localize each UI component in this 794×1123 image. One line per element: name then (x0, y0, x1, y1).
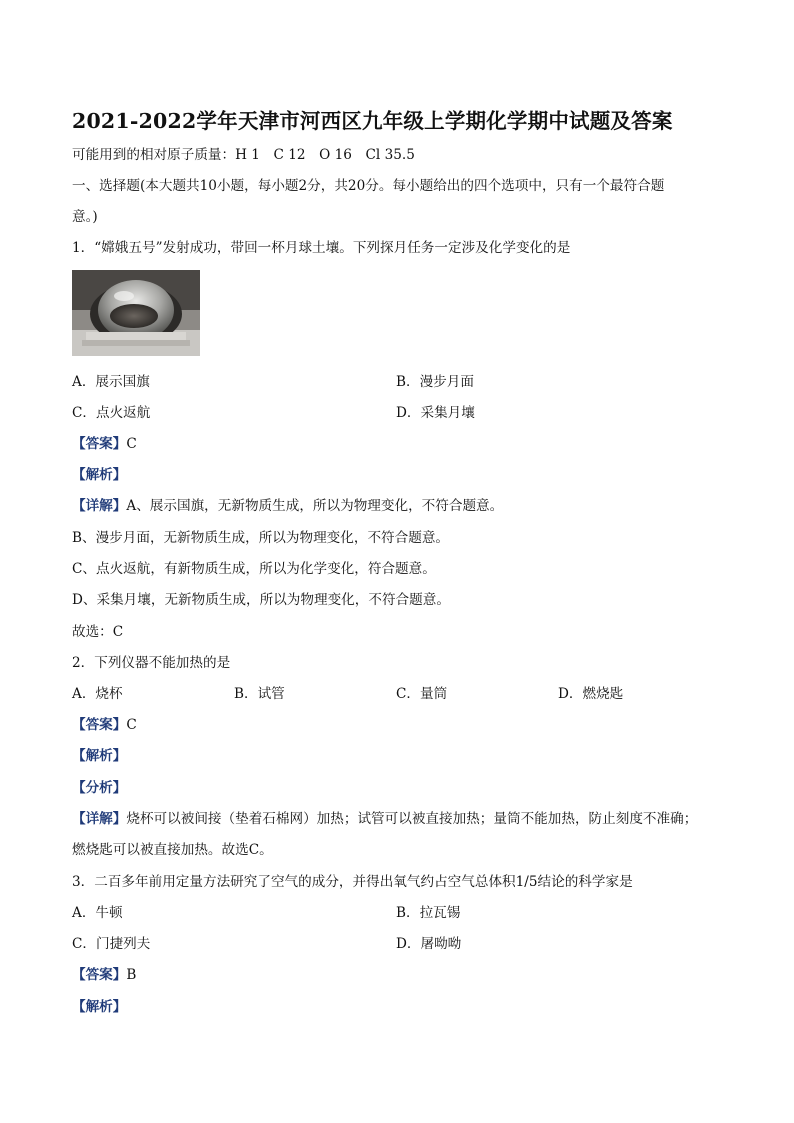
section-instructions-line2: 意。) (72, 209, 98, 225)
q3-stem: 3．二百多年前用定量方法研究了空气的成分，并得出氧气约占空气总体积1/5结论的科学家是 (72, 874, 633, 890)
q1-answer (72, 435, 137, 453)
q3-option-b: B．拉瓦锡 (396, 905, 461, 921)
answer-tag: 【答案】 (72, 717, 127, 733)
q1-answer-value: C (126, 436, 137, 452)
detail-tag: 【详解】 (72, 811, 127, 827)
q1-detail-a (72, 497, 503, 515)
q3-option-a: A．牛顿 (72, 905, 123, 921)
q3-answer-value: B (126, 967, 137, 983)
q2-option-c: C．量筒 (396, 686, 448, 702)
answer-tag: 【答案】 (72, 436, 127, 452)
q2-stem: 2．下列仪器不能加热的是 (72, 655, 231, 671)
page-title: 2021-2022学年天津市河西区九年级上学期化学期中试题及答案 (72, 109, 673, 133)
q1-option-a: A．展示国旗 (72, 374, 150, 390)
q1-stem: 1．“嫦娥五号”发射成功，带回一杯月球土壤。下列探月任务一定涉及化学变化的是 (72, 240, 571, 256)
q2-analysis (72, 747, 126, 765)
q2-answer (72, 716, 137, 734)
atomic-mass-note: 可能用到的相对原子质量：H 1 C 12 O 16 Cl 35.5 (72, 147, 415, 163)
answer-tag: 【答案】 (72, 967, 127, 983)
q2-answer-value: C (126, 717, 137, 733)
q1-detail-a-text: A、展示国旗，无新物质生成，所以为物理变化，不符合题意。 (126, 498, 504, 514)
fenxi-tag: 【分析】 (72, 780, 127, 796)
q1-option-c: C．点火返航 (72, 405, 151, 421)
q1-detail-d: D、采集月壤，无新物质生成，所以为物理变化，不符合题意。 (72, 592, 450, 608)
q3-analysis (72, 998, 126, 1016)
q1-analysis (72, 466, 126, 484)
q1-option-d: D．采集月壤 (396, 405, 475, 421)
detail-tag: 【详解】 (72, 498, 127, 514)
q2-detail-line1 (72, 810, 697, 828)
q1-detail-b: B、漫步月面，无新物质生成，所以为物理变化，不符合题意。 (72, 530, 450, 546)
q2-fenxi (72, 779, 126, 797)
q1-choose: 故选：C (72, 624, 124, 640)
q2-option-d: D．燃烧匙 (558, 686, 624, 702)
analysis-tag: 【解析】 (72, 748, 127, 764)
lunar-soil-sample-photo (72, 270, 200, 356)
analysis-tag: 【解析】 (72, 999, 127, 1015)
q1-option-b: B．漫步月面 (396, 374, 474, 390)
q1-detail-c: C、点火返航，有新物质生成，所以为化学变化，符合题意。 (72, 561, 436, 577)
q2-detail-line2: 燃烧匙可以被直接加热。故选C。 (72, 842, 273, 858)
section-instructions-line1: 一、选择题(本大题共10小题，每小题2分，共20分。每小题给出的四个选项中，只有一个最符合题 (72, 178, 665, 194)
analysis-tag: 【解析】 (72, 467, 127, 483)
q3-option-d: D．屠呦呦 (396, 936, 462, 952)
q2-option-a: A．烧杯 (72, 686, 123, 702)
q3-option-c: C．门捷列夫 (72, 936, 151, 952)
q2-detail-line1-text: 烧杯可以被间接（垫着石棉网）加热；试管可以被直接加热；量筒不能加热，防止刻度不准确； (126, 811, 698, 827)
q2-option-b: B．试管 (234, 686, 285, 702)
q3-answer (72, 966, 136, 984)
